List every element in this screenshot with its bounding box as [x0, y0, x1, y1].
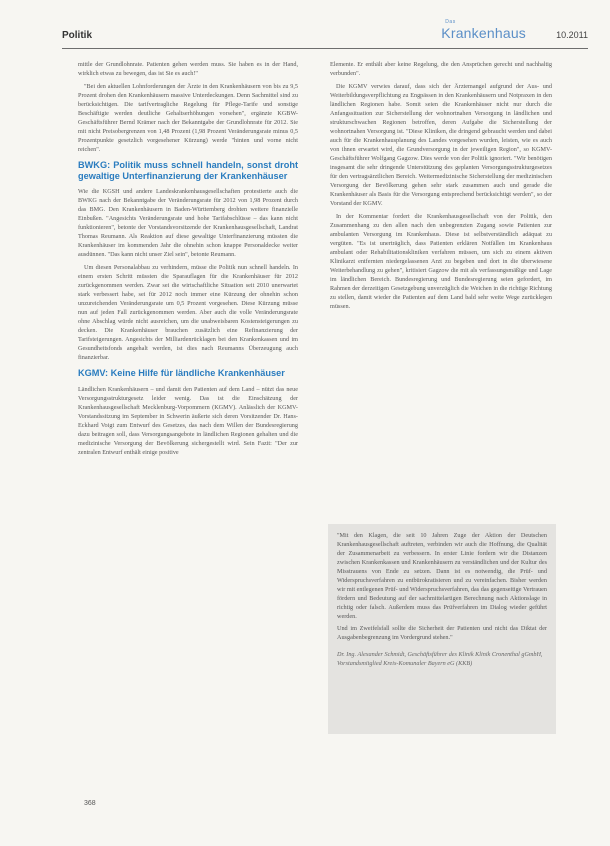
issue-number: 10.2011 — [556, 30, 588, 40]
magazine-logo — [441, 19, 526, 41]
paragraph: "Bei den aktuellen Lohnforderungen der Ärzte in den Krankenhäusern von bis zu 9,5 Prozent drohen den Krankenhäusern massive Unterdeckungen. Denn Sachmittel sind zu berücksichtigen. Die tarifvertragliche Regelung für Pflege-Tarife und sonstige Beschäftigte werden deutliche Gehaltserhöhungen vorsehen", ergänzte KGBW-Geschäftsführer Bernd Krämer nach der Bekanntgabe der Grundlohnrate für 2012. Sie mit nicht Preisobergrenzen von 1,48 Prozent (1,98 Prozent Veränderungsrate minus 0,5 Prozentpunkte gesetzlich vorgesehener Kürzung) werde "hinten und vorne nicht reichen". — [78, 83, 298, 153]
paragraph: Wie die KGSH und andere Landeskrankenhausgesellschaften protestierte auch die BWKG nach der Bekanntgabe der Veränderungsrate für 2012 von 1,98 Prozent durch das BMG. Den Krankenhäusern in Baden-Württemberg drohten weitere finanzielle Einbußen. "Angesichts Veränderungsrate und hohe Tarifabschlüsse – das kann nicht funktionieren", betonte der Vorstandsvorsitzende der Krankenhausgesellschaft, Landrat Thomas Reumann. Als Reaktion auf diese gewaltige Unterfinanzierung müssten die Krankenhäuser im kommenden Jahr die ohnehin schon knappe Personaldecke weiter ausdünnen. "Das kann nicht unser Ziel sein", betonte Reumann. — [78, 188, 298, 258]
paragraph: Elemente. Er enthält aber keine Regelung, die den Ansprüchen gerecht und nachhaltig verbunden". — [330, 61, 552, 77]
left-column — [78, 60, 298, 461]
quote-box — [328, 524, 556, 734]
logo-small-text: Das — [445, 19, 456, 25]
quote-paragraph: "Mit den Klagen, die seit 10 Jahren Zuge der Aktion der Deutschen Krankenhausgesellschaft auftreten, verbinden wir auch die Hoffnung, die Qualität der Zusammenarbeit zu verbessern. In erster Linie fordern wir die Distanzen zwischen Krankenkassen und Krankenhäusern zu verständlichen und der Kultur des Misstrauens von Ende zu setzen. Dann ist es notwendig, die Prüf- und Widerspruchsverfahren zu entbürokratisieren und zu vereinfachen. Bisher werden wir mit entlegenen Prüf- und Widerspruchsverfahren, das das gegenseitige Vertrauen fördern und Bedeutung auf der sachmittelartigen Berechnung nach Aktionslage in richtig oder falsch. Außerdem muss das Prüfverfahren im Dialog wieder geführt werden. — [337, 532, 547, 620]
page-number: 368 — [84, 800, 96, 807]
paragraph: Die KGMV verwies darauf, dass sich der Ärztemangel aufgrund der Aus- und Weiterbildungsverpflichtung zu Engpässen in den Krankenhäusern und Notpraxen in den ländlichen Regionen habe. Somit seien die Krankenhäuser nicht nur durch die Anfangssituation zur Sicherstellung der wohnortnahen Versorgung in ländlichen und strukturschwachen Regionen betroffen, deren Aufgabe die Sicherstellung der wohnortnahen Versorgung ist. "Diese Kliniken, die dringend gebraucht werden und dabei auch für die Krankenhausplanung des Landes vorgesehen wurden, leisten, wie es auch von ihnen erwartet wird, die Grundversorgung in der jeweiligen Region", so KGMV-Geschäftsführer Wolfgang Gagzow. Dies werde von der Politik ignoriert. "Wir benötigen insgesamt die sehr dringende Unterstützung des geplanten Versorgungsstrukturgesetzes für den vertragsärztlichen Bereich. Weitermedizinische Sicherstellung der medizinischen Versorgung der Bevölkerung gehen sehr stark zusammen auch und gerade die Krankenhäuser als Basis für die Versorgung entsprechend berücksichtigt werden", so der Vorstand der KGMV. — [330, 83, 552, 207]
quote-paragraph: Und im Zweifelsfall sollte die Sicherheit der Patienten und nicht das Diktat der Ausgabenbegrenzung im Vordergrund stehen." — [337, 625, 547, 641]
header-divider — [62, 48, 588, 49]
section-title: Politik — [62, 30, 93, 41]
paragraph: Um diesen Personalabbau zu verhindern, müsse die Politik nun schnell handeln. In einem ersten Schritt müssten die Sparauflagen für die Krankenhäuser für 2012 zurückgenommen werden. Zwar sei die wirtschaftliche Situation seit 2010 unerwartet stark verbessert habe, sei für 2012 noch immer eine Kürzung der ohnehin schon unzureichenden Veränderungsrate um 0,5 Prozent vorgesehen. Diese Kürzung müsse nun auf jeden Fall zurückgenommen werden. Aber auch die volle Veränderungsrate ohne Abschlag würde nicht ausreichen, um die unabweisbaren Kostensteigerungen zu decken. Die Krankenhäuser brauchen zusätzlich eine Refinanzierung der Tarifsteigerungen. Angesichts der Milliardenrücklagen bei den Krankenkassen und im Gesundheitsfonds angehalt werden, ist dies nach Reumanns Überzeugung auch finanzierbar. — [78, 264, 298, 361]
logo-text: Krankenhaus — [441, 25, 526, 41]
paragraph: Ländlichen Krankenhäusern – und damit den Patienten auf dem Land – nützt das neue Versorgungsstrukturgesetz leider wenig. Das ist die Einschätzung der Krankenhausgesellschaft Mecklenburg-Vorpommern (KGMV). Anlässlich der KGMV-Vorstandssitzung im September in Schwerin äußerte sich deren Vorsitzender Dr. Hans-Eckhard Voigt zum Entwurf des Gesetzes, das nach dem Willen der Bundesregierung dazu beitragen soll, dass Versorgungsangebote in ländlichen Regionen gehalten und die medizinische Versorgung der Bevölkerung sichergestellt wird. Sein Fazit: "Der zur zentralen Entwurf enthält einige positive — [78, 385, 298, 456]
subheading-kgmv: KGMV: Keine Hilfe für ländliche Krankenhäuser — [78, 368, 285, 378]
quote-author: Dr. Ing. Alexander Schmidt, Geschäftsführer des Klinik Klinik Cronenthal gGmbH, Vorstandsmitglied Kreis-Komunaler Bayern eG (KKB) — [337, 651, 543, 667]
subheading-bwkg: BWKG: Politik muss schnell handeln, sonst droht gewaltige Unterfinanzierung der Krankenhäuser — [78, 160, 298, 181]
paragraph: mittle der Grundlohnrate. Patienten gehen werden muss. Sie haben es in der Hand, wirklich etwas zu bewegen, das ist Sie es auch!" — [78, 61, 298, 77]
paragraph: In der Kommentar fordert die Krankenhausgesellschaft von der Politik, den Zusammenhang zu den allen nach den unbegrenzten Zugang sowie Patienten zur ambulanten Versorgung im Krankenhaus. Diese ist selbstverständlich adäquat zu vergüten. "Es ist unerträglich, dass Patienten erklären Notfällen im Krankenhaus ambulant oder Rehabilitationskliniken verfahren müssen, um sich zu einem aktiven Klinikarzt entfernten niedergelassenen Arzt zu begeben und dort in die überwiesene Weiterbehandlung zu gehen", kritisiert Gagzow die mit als verfassungsmäßige und Lage im ländlichen Bereich. Bundesregierung und Bundesregierung seien gefordert, im Rahmen der derzeitigen Gesetzgebung unverzüglich die Weichen in die richtige Richtung zu stellen, damit wieder die Patienten auf dem Land bald sehr weite Wege zurücklegen müssen. — [330, 213, 552, 310]
right-column — [330, 60, 552, 315]
